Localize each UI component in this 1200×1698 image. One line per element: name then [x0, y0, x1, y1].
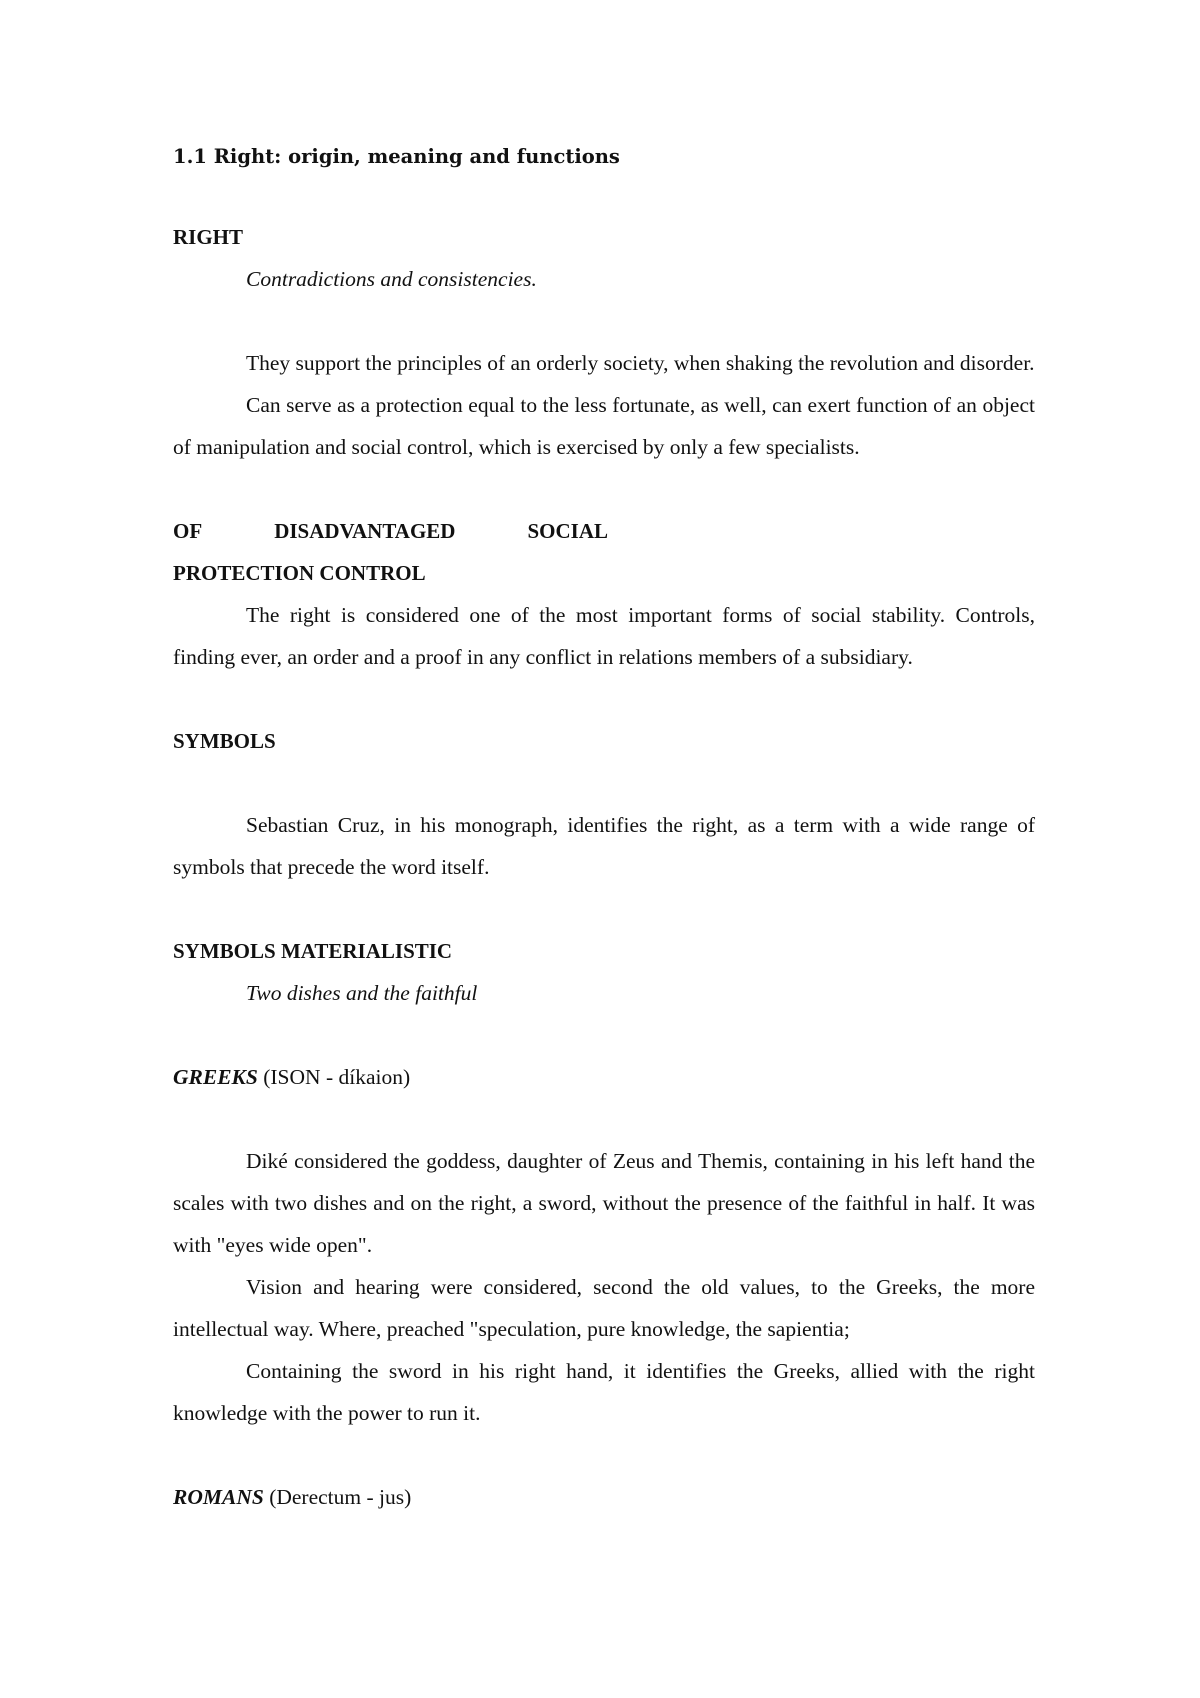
paragraph-social-stability: The right is considered one of the most important forms of social stability. Controls, finding ever, an order and a proof in any conflict in relations members of a subsidiary.	[173, 603, 1035, 669]
greeks-line	[173, 1056, 1035, 1098]
romans-line	[173, 1476, 1035, 1518]
greeks-paren: (ISON - díkaion)	[257, 1065, 411, 1089]
paragraph-vision-hearing: Vision and hearing were considered, second the old values, to the Greeks, the more intellectual way. Where, preached "speculation, pure knowledge, the sapientia;	[173, 1275, 1035, 1341]
split-heading-social: SOCIAL	[527, 519, 608, 543]
symbols-materialistic-subtitle: Two dishes and the faithful	[246, 981, 478, 1005]
document-page	[173, 140, 1035, 1518]
symbols-heading: SYMBOLS	[173, 729, 276, 753]
paragraph-sword: Containing the sword in his right hand, it identifies the Greeks, allied with the right knowledge with the power to run it.	[173, 1359, 1035, 1425]
split-heading-row	[173, 510, 608, 552]
right-subtitle: Contradictions and consistencies.	[246, 267, 537, 291]
section-title: 1.1 Right: origin, meaning and functions	[173, 145, 620, 168]
paragraph-protection: Can serve as a protection equal to the less fortunate, as well, can exert function of an object of manipulation and social control, which is exercised by only a few specialists.	[173, 393, 1035, 459]
split-heading-disadvantaged: DISADVANTAGED	[274, 519, 456, 543]
symbols-materialistic-heading: SYMBOLS MATERIALISTIC	[173, 939, 453, 963]
paragraph-dike: Diké considered the goddess, daughter of Zeus and Themis, containing in his left hand the scales with two dishes and on the right, a sword, without the presence of the faithful in half. It was with "eyes wide open".	[173, 1149, 1035, 1257]
right-heading: RIGHT	[173, 225, 244, 249]
romans-label: ROMANS	[173, 1485, 264, 1509]
protection-control-heading: PROTECTION CONTROL	[173, 561, 426, 585]
paragraph-orderly-society: They support the principles of an orderly society, when shaking the revolution and disorder.	[246, 351, 1035, 375]
paragraph-sebastian-cruz: Sebastian Cruz, in his monograph, identifies the right, as a term with a wide range of symbols that precede the word itself.	[173, 813, 1035, 879]
romans-paren: (Derectum - jus)	[263, 1485, 412, 1509]
greeks-label: GREEKS	[173, 1065, 258, 1089]
split-heading-of: OF	[173, 519, 203, 543]
